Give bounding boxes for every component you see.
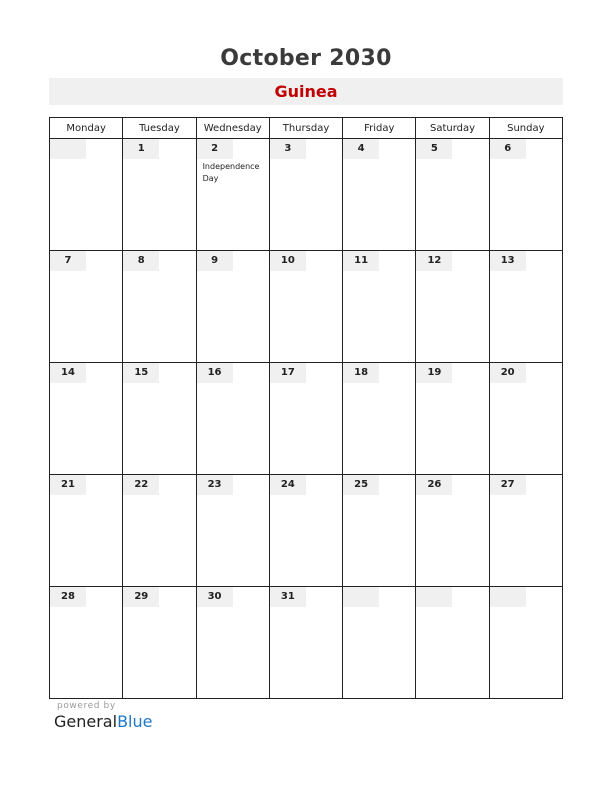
day-cell [269, 251, 342, 363]
day-cell [343, 251, 416, 363]
day-number: 15 [123, 363, 159, 383]
weekday-header: Tuesday [123, 118, 196, 139]
holiday-label: Independence Day [202, 162, 260, 183]
weekday-header: Monday [50, 118, 123, 139]
day-cell [343, 587, 416, 699]
day-cell [269, 475, 342, 587]
country-banner [49, 78, 563, 105]
day-cell [416, 475, 489, 587]
day-cell [343, 363, 416, 475]
week-row [50, 587, 563, 699]
day-cell [489, 475, 562, 587]
day-cell [343, 475, 416, 587]
day-number: 21 [50, 475, 86, 495]
day-number: 5 [416, 139, 452, 159]
day-cell [489, 251, 562, 363]
weekday-header: Friday [343, 118, 416, 139]
day-number: 4 [343, 139, 379, 159]
day-number: 29 [123, 587, 159, 607]
day-cell [416, 139, 489, 251]
day-number [416, 587, 452, 607]
day-cell [416, 251, 489, 363]
country-name: Guinea [274, 82, 338, 101]
day-number: 30 [197, 587, 233, 607]
powered-by-text: powered by [57, 701, 116, 711]
day-number: 9 [197, 251, 233, 271]
day-cell [269, 363, 342, 475]
day-cell [196, 251, 269, 363]
day-cell [50, 587, 123, 699]
day-cell [416, 363, 489, 475]
day-cell [123, 475, 196, 587]
day-number [343, 587, 379, 607]
day-cell [489, 363, 562, 475]
day-number: 1 [123, 139, 159, 159]
day-cell [50, 251, 123, 363]
generalblue-logo[interactable] [54, 712, 152, 732]
day-number: 26 [416, 475, 452, 495]
day-cell [196, 139, 269, 251]
day-number: 7 [50, 251, 86, 271]
day-number: 11 [343, 251, 379, 271]
day-number: 18 [343, 363, 379, 383]
day-number: 25 [343, 475, 379, 495]
day-number: 13 [490, 251, 526, 271]
weekday-header: Saturday [416, 118, 489, 139]
day-number: 2 [197, 139, 233, 159]
day-number: 20 [490, 363, 526, 383]
day-cell [489, 587, 562, 699]
day-number: 3 [270, 139, 306, 159]
weekday-header: Wednesday [196, 118, 269, 139]
day-number: 19 [416, 363, 452, 383]
day-cell [50, 363, 123, 475]
day-cell [50, 475, 123, 587]
day-number: 14 [50, 363, 86, 383]
day-number: 31 [270, 587, 306, 607]
day-number: 17 [270, 363, 306, 383]
calendar-title: October 2030 [220, 46, 392, 71]
day-cell [196, 363, 269, 475]
day-number: 10 [270, 251, 306, 271]
calendar-grid [49, 117, 563, 699]
day-number: 6 [490, 139, 526, 159]
day-cell [343, 139, 416, 251]
day-cell [269, 139, 342, 251]
weekday-header-row [50, 118, 563, 139]
day-number: 23 [197, 475, 233, 495]
brand-blue-text: Blue [117, 712, 153, 731]
day-cell [196, 475, 269, 587]
week-row [50, 475, 563, 587]
day-number: 28 [50, 587, 86, 607]
brand-general-text: General [54, 712, 118, 731]
day-number: 16 [197, 363, 233, 383]
day-cell [489, 139, 562, 251]
day-number: 24 [270, 475, 306, 495]
day-number: 8 [123, 251, 159, 271]
week-row [50, 139, 563, 251]
day-number [50, 139, 86, 159]
week-row [50, 363, 563, 475]
day-number: 22 [123, 475, 159, 495]
day-number: 12 [416, 251, 452, 271]
day-number [490, 587, 526, 607]
day-cell [416, 587, 489, 699]
weekday-header: Thursday [269, 118, 342, 139]
day-number: 27 [490, 475, 526, 495]
day-cell [50, 139, 123, 251]
day-cell [196, 587, 269, 699]
weekday-header: Sunday [489, 118, 562, 139]
day-cell [123, 587, 196, 699]
week-row [50, 251, 563, 363]
day-cell [123, 363, 196, 475]
day-cell [123, 139, 196, 251]
day-cell [269, 587, 342, 699]
day-cell [123, 251, 196, 363]
